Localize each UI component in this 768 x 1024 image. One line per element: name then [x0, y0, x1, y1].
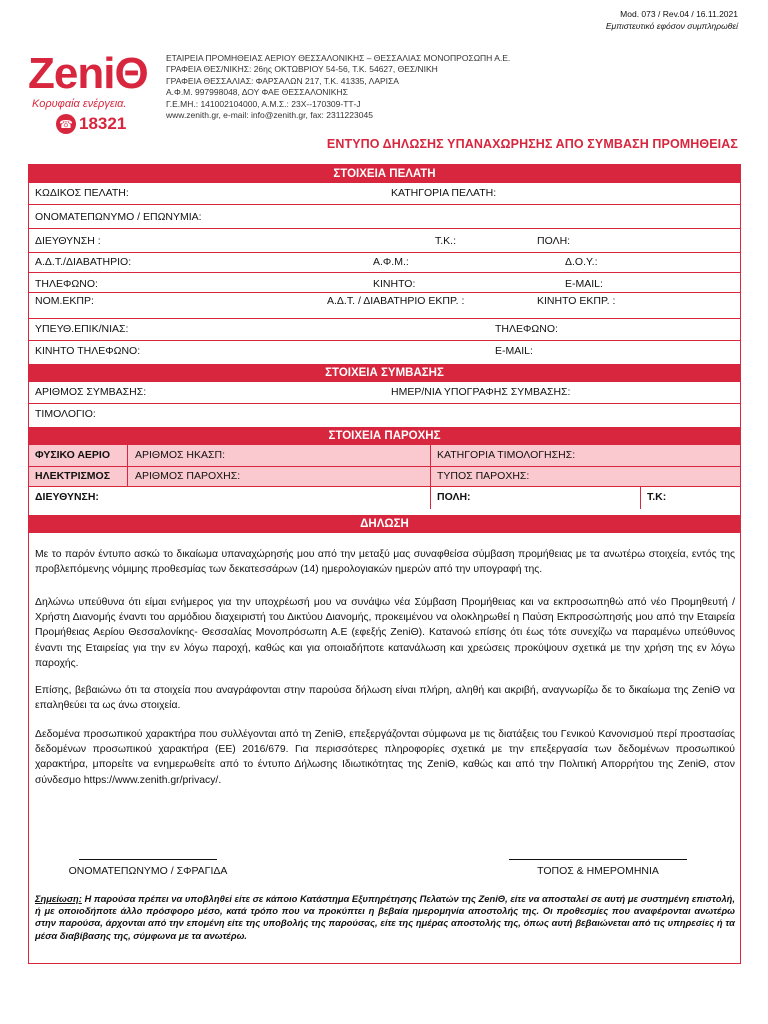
note-heading: Σημείωση: [35, 893, 82, 904]
company-line: Γ.Ε.ΜΗ.: 141002104000, Α.Μ.Σ.: 23Χ--170309-ΤΤ-J [166, 98, 361, 109]
supply-city-label: ΠΟΛΗ: [437, 491, 471, 503]
company-line: ΕΤΑΙΡΕΙΑ ΠΡΟΜΗΘΕΙΑΣ ΑΕΡΙΟΥ ΘΕΣΣΑΛΟΝΙΚΗΣ – ΘΕΣΣΑΛΙΑΣ ΜΟΝΟΠΡΟΣΩΠΗ Α.Ε. [166, 53, 511, 63]
customer-row-code [29, 183, 740, 205]
customer-email-label: E-MAIL: [565, 278, 603, 290]
customer-row-contact [29, 319, 740, 341]
submission-note [35, 893, 735, 942]
form-title: ΕΝΤΥΠΟ ΔΗΛΩΣΗΣ ΥΠΑΝΑΧΩΡΗΣΗΣ ΑΠΟ ΣΥΜΒΑΣΗ ΠΡΟΜΗΘΕΙΑΣ [326, 137, 738, 151]
customer-category-label: ΚΑΤΗΓΟΡΙΑ ΠΕΛΑΤΗ: [391, 187, 497, 199]
legal-rep-label: ΝΟΜ.ΕΚΠΡ: [35, 295, 94, 307]
divider [127, 467, 128, 487]
electricity-label: ΗΛΕΚΤΡΙΣΜΟΣ [35, 470, 111, 482]
supply-postal-label: Τ.Κ: [647, 491, 667, 503]
contact-phone-label: ΤΗΛΕΦΩΝΟ: [495, 323, 558, 335]
company-line: www.zenith.gr, e-mail: info@zenith.gr, fax: 2311223045 [166, 110, 373, 121]
declaration-paragraph-2: Δηλώνω υπεύθυνα ότι είμαι ενήμερος για την υποχρέωσή μου να συνάψω νέα Σύμβαση Προμήθειας και να εκπροσωπηθώ από νέο Προμηθευτή / Χρήστη Διανομής έναντι του αρμόδιου διαχειριστή του Δικτύου Διανομής, προκειμένου να ολοκληρωθεί η Παύση Εκπροσώπησής μου από την Εταιρεία Προμήθειας Αερίου Θεσσαλονίκης- Θεσσαλίας Μονοπρόσωπη Α.Ε (εφεξής ZeniΘ). Κατανοώ επίσης ότι έως τότε συνεχίζω να παραμένω υπεύθυνος έναντι της Εταιρείας για την εν λόγω παροχή, καθώς και για οποιαδήποτε κατανάλωση και χρεώσεις προκύψουν σχετικά με την χρήση της εν λόγω παροχής. [35, 597, 735, 669]
contract-row-tariff [29, 404, 740, 426]
contract-number-label: ΑΡΙΘΜΟΣ ΣΥΜΒΑΣΗΣ: [35, 386, 147, 398]
customer-postal-label: Τ.Κ.: [435, 235, 457, 247]
section-supply-header: ΣΤΟΙΧΕΙΑ ΠΑΡΟΧΗΣ [29, 427, 740, 445]
customer-row-phone [29, 273, 740, 293]
zenith-logo [28, 49, 158, 142]
hkasp-label: ΑΡΙΘΜΟΣ ΗΚΑΣΠ: [135, 449, 225, 461]
signature-place-date-label: ΤΟΠΟΣ & ΗΜΕΡΟΜΗΝΙΑ [537, 865, 659, 877]
customer-doy-label: Δ.Ο.Υ.: [565, 256, 598, 268]
section-declaration-header: ΔΗΛΩΣΗ [29, 515, 740, 533]
form-reference [606, 8, 738, 32]
phone-icon: ☎ [56, 114, 76, 134]
company-line: Α.Φ.Μ. 997998048, ΔΟΥ ΦΑΕ ΘΕΣΣΑΛΟΝΙΚΗΣ [166, 87, 348, 98]
customer-city-label: ΠΟΛΗ: [537, 235, 571, 247]
customer-afm-label: Α.Φ.Μ.: [373, 256, 409, 268]
mod-number: Mod. 073 / Rev.04 / 16.11.2021 [620, 9, 738, 19]
signature-name-stamp-label: ΟΝΟΜΑΤΕΠΩΝΥΜΟ / ΣΦΡΑΓΙΔΑ [68, 865, 228, 877]
contact-email-label: E-MAIL: [495, 345, 533, 357]
confidential-note: Εμπιστευτικό εφόσον συμπληρωθεί [605, 21, 738, 31]
customer-row-name [29, 205, 740, 229]
section-customer-header: ΣΤΟΙΧΕΙΑ ΠΕΛΑΤΗ [29, 165, 740, 183]
customer-address-label: ΔΙΕΥΘΥΝΣΗ : [35, 235, 101, 247]
supply-number-label: ΑΡΙΘΜΟΣ ΠΑΡΟΧΗΣ: [135, 470, 241, 482]
declaration-paragraph-4: Δεδομένα προσωπικού χαρακτήρα που συλλέγονται από τη ZeniΘ, επεξεργάζονται σύμφωνα με τις διατάξεις του Γενικού Κανονισμού περί προστασίας δεδομένων προσωπικού χαρακτήρα (ΕΕ) 2016/679. Για περισσότερες πληροφορίες σχετικά με την επεξεργασία των δεδομένων προσωπικού χαρακτήρα, μπορείτε να ενημερωθείτε από το έντυπο Δήλωσης Ιδιωτικότητας της ZeniΘ, καθώς και από την Πολιτική Απορρήτου της ZeniΘ, στον σύνδεσμο https://www.zenith.gr/privacy/. [35, 729, 735, 786]
customer-row-address [29, 229, 740, 253]
hotline [28, 114, 158, 134]
contract-row-number [29, 382, 740, 404]
company-line: ΓΡΑΦΕΙΑ ΘΕΣΣΑΛΙΑΣ: ΦΑΡΣΑΛΩΝ 217, Τ.Κ. 41335, ΛΑΡΙΣΑ [166, 75, 399, 86]
supply-row-gas [29, 445, 740, 467]
gas-label: ΦΥΣΙΚΟ ΑΕΡΙΟ [35, 449, 111, 461]
supply-address-label: ΔΙΕΥΘΥΝΣΗ: [35, 491, 99, 503]
customer-phone-label: ΤΗΛΕΦΩΝΟ: [35, 278, 98, 290]
divider [430, 487, 431, 509]
divider [430, 467, 431, 487]
customer-id-label: Α.Δ.Τ./ΔΙΑΒΑΤΗΡΙΟ: [35, 256, 132, 268]
signature-line-name [79, 859, 217, 860]
section-contract-header: ΣΤΟΙΧΕΙΑ ΣΥΜΒΑΣΗΣ [29, 364, 740, 382]
contact-person-label: ΥΠΕΥΘ.ΕΠΙΚ/ΝΙΑΣ: [35, 323, 129, 335]
form-frame [28, 164, 741, 964]
customer-name-label: ΟΝΟΜΑΤΕΠΩΝΥΜΟ / ΕΠΩΝΥΜΙΑ: [35, 211, 202, 223]
signature-line-place [509, 859, 687, 860]
company-line: ΓΡΑΦΕΙΑ ΘΕΣ/ΝΙΚΗΣ: 26ης ΟΚΤΩΒΡΙΟΥ 54-56, Τ.Κ. 54627, ΘΕΣ/ΝΙΚΗ [166, 64, 438, 75]
company-info [166, 53, 510, 121]
customer-row-id [29, 253, 740, 273]
billing-category-label: ΚΑΤΗΓΟΡΙΑ ΤΙΜΟΛΟΓΗΣΗΣ: [437, 449, 576, 461]
supply-row-electricity [29, 467, 740, 487]
legal-rep-id-label: Α.Δ.Τ. / ΔΙΑΒΑΤΗΡΙΟ ΕΚΠΡ. : [327, 295, 465, 307]
contact-mobile-label: ΚΙΝΗΤΟ ΤΗΛΕΦΩΝΟ: [35, 345, 141, 357]
customer-mobile-label: ΚΙΝΗΤΟ: [373, 278, 416, 290]
customer-row-legal-rep [29, 293, 740, 319]
contract-tariff-label: ΤΙΜΟΛΟΓΙΟ: [35, 408, 96, 420]
logo-slogan: Κορυφαία ενέργεια. [32, 98, 127, 110]
divider [430, 445, 431, 467]
declaration-paragraph-1: Με το παρόν έντυπο ασκώ το δικαίωμα υπαναχώρησής μου από την μεταξύ μας συναφθείσα σύμβαση προμήθειας με τα ανωτέρω στοιχεία, εντός της προβλεπόμενης νόμιμης προθεσμίας των δεκατεσσάρων (14) ημερολογιακών ημερών από την υπογραφή της. [35, 549, 735, 576]
legal-rep-mobile-label: ΚΙΝΗΤΟ ΕΚΠΡ. : [537, 295, 616, 307]
divider [127, 445, 128, 467]
logo-word: ZeniΘ [28, 49, 148, 98]
supply-type-label: ΤΥΠΟΣ ΠΑΡΟΧΗΣ: [437, 470, 530, 482]
contract-sign-date-label: ΗΜΕΡ/ΝΙΑ ΥΠΟΓΡΑΦΗΣ ΣΥΜΒΑΣΗΣ: [391, 386, 571, 398]
divider [640, 487, 641, 509]
customer-row-contact-mobile [29, 341, 740, 363]
note-text: Η παρούσα πρέπει να υποβληθεί είτε σε κάποιο Κατάστημα Εξυπηρέτησης Πελατών της ZeniΘ, είτε να αποσταλεί σε αυτή με συστημένη επιστολή, ή με οποιοδήποτε άλλο πρόσφορο μέσο, κατά τρόπο που να προκύπτει η βεβαία ημερομηνία αποστολής της. Οι προθεσμίες που αναφέρονται ανωτέρω στην παρούσα, άρχονται από την επομένη είτε της υποβολής της παρούσας, είτε της ημέρας αποστολής της, όπως αυτή βεβαιώνεται από τις υπηρεσίες ή τα μέσα διαβίβασης της, σύμφωνα με τα ανωτέρω. [35, 893, 735, 941]
hotline-number: 18321 [79, 114, 127, 133]
declaration-paragraph-3: Επίσης, βεβαιώνω ότι τα στοιχεία που αναγράφονται στην παρούσα δήλωση είναι πλήρη, αληθή και ακριβή, αναγνωρίζω δε το δικαίωμα της ZeniΘ να επαληθεύει τα ως άνω στοιχεία. [35, 685, 735, 712]
customer-code-label: ΚΩΔΙΚΟΣ ΠΕΛΑΤΗ: [35, 187, 129, 199]
supply-row-address [29, 487, 740, 509]
